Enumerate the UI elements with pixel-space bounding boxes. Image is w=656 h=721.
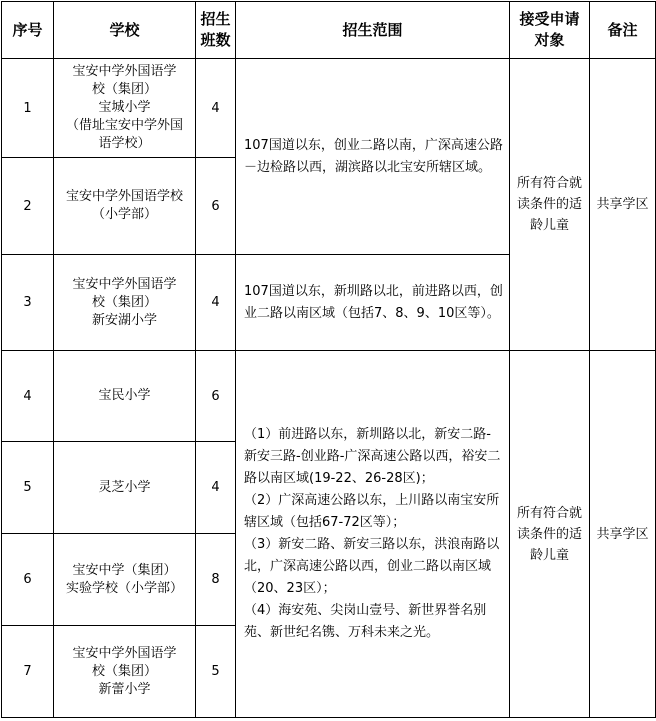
school-line: 新蕾小学 — [98, 681, 151, 697]
school-line: 灵芝小学 — [98, 479, 151, 495]
school-line: 宝安中学外国语学 — [72, 64, 177, 79]
header-classes-line2: 班数 — [200, 31, 231, 49]
row-no: 5 — [2, 442, 54, 534]
row-no: 3 — [2, 255, 54, 351]
enrollment-table — [1, 1, 656, 718]
header-classes — [196, 2, 236, 59]
row-no: 1 — [2, 59, 54, 158]
school-line: 宝安中学（集团） — [72, 562, 177, 578]
range-item: （3）新安二路、新安三路以东，洪浪南路以北，广深高速公路以西，创业二路以南区域（20、23区）； — [244, 537, 500, 596]
note-cell-1: 共享学区 — [590, 59, 656, 351]
target-line: 读条件的适 — [516, 197, 582, 212]
row-classes: 8 — [196, 534, 236, 626]
row-classes: 4 — [196, 442, 236, 534]
row-classes: 5 — [196, 626, 236, 718]
row-no: 6 — [2, 534, 54, 626]
school-line: 实验学校（小学部） — [65, 580, 183, 596]
school-line: 宝安中学外国语学 — [72, 645, 177, 661]
range-item: （4）海安苑、尖岗山壹号、新世界誉名别苑、新世纪名镌、万科未来之光。 — [244, 603, 487, 640]
row-school — [54, 626, 196, 718]
school-line: 宝城小学 — [98, 100, 151, 115]
header-note: 备注 — [590, 2, 656, 59]
row-classes: 4 — [196, 59, 236, 158]
header-school: 学校 — [54, 2, 196, 59]
header-target-line1: 接受申请 — [519, 10, 580, 28]
target-line: 龄儿童 — [529, 218, 569, 233]
school-line: （借址宝安中学外国 — [65, 118, 183, 133]
header-target-line2: 对象 — [534, 31, 565, 49]
school-line: 校（集团） — [91, 82, 157, 97]
header-row — [2, 2, 656, 59]
school-line: 宝民小学 — [98, 388, 151, 403]
note-cell-2: 共享学区 — [590, 351, 656, 718]
header-classes-line1: 招生 — [200, 10, 231, 28]
header-target — [510, 2, 590, 59]
range-item: （1）前进路以东，新圳路以北，新安二路-新安三路-创业路-广深高速公路以西，裕安二路以南区域(19-22、26-28区)； — [244, 427, 501, 486]
row-school — [54, 255, 196, 351]
row-school — [54, 158, 196, 255]
range-cell-2: 107国道以东，新圳路以北，前进路以西，创业二路以南区域（包括7、8、9、10区等）。 — [236, 255, 510, 351]
target-cell-1 — [510, 59, 590, 351]
range-item: （2）广深高速公路以东，上川路以南宝安所辖区域（包括67-72区等）； — [244, 493, 500, 530]
row-school — [54, 534, 196, 626]
table-row-4 — [2, 351, 656, 442]
target-line: 龄儿童 — [529, 547, 569, 563]
header-range: 招生范围 — [236, 2, 510, 59]
target-line: 所有符合就 — [516, 505, 582, 521]
row-no: 7 — [2, 626, 54, 718]
range-cell-1: 107国道以东，创业二路以南，广深高速公路－边检路以西，湖滨路以北宝安所辖区域。 — [236, 59, 510, 255]
target-line: 读条件的适 — [516, 526, 582, 542]
school-line: 校（集团） — [91, 663, 157, 679]
row-classes: 6 — [196, 351, 236, 442]
school-line: 校（集团） — [91, 294, 157, 310]
row-school — [54, 442, 196, 534]
header-no: 序号 — [2, 2, 54, 59]
school-line: 宝安中学外国语学校 — [65, 189, 183, 204]
row-classes: 6 — [196, 158, 236, 255]
range-cell-3 — [236, 351, 510, 718]
row-classes: 4 — [196, 255, 236, 351]
row-no: 2 — [2, 158, 54, 255]
school-line: （小学部） — [91, 207, 157, 222]
target-line: 所有符合就 — [516, 176, 582, 191]
school-line: 新安湖小学 — [91, 312, 157, 328]
row-school — [54, 351, 196, 442]
table-row-1 — [2, 59, 656, 158]
school-line: 语学校） — [98, 136, 151, 151]
row-school — [54, 59, 196, 158]
target-cell-2 — [510, 351, 590, 718]
row-no: 4 — [2, 351, 54, 442]
school-line: 宝安中学外国语学 — [72, 276, 177, 292]
